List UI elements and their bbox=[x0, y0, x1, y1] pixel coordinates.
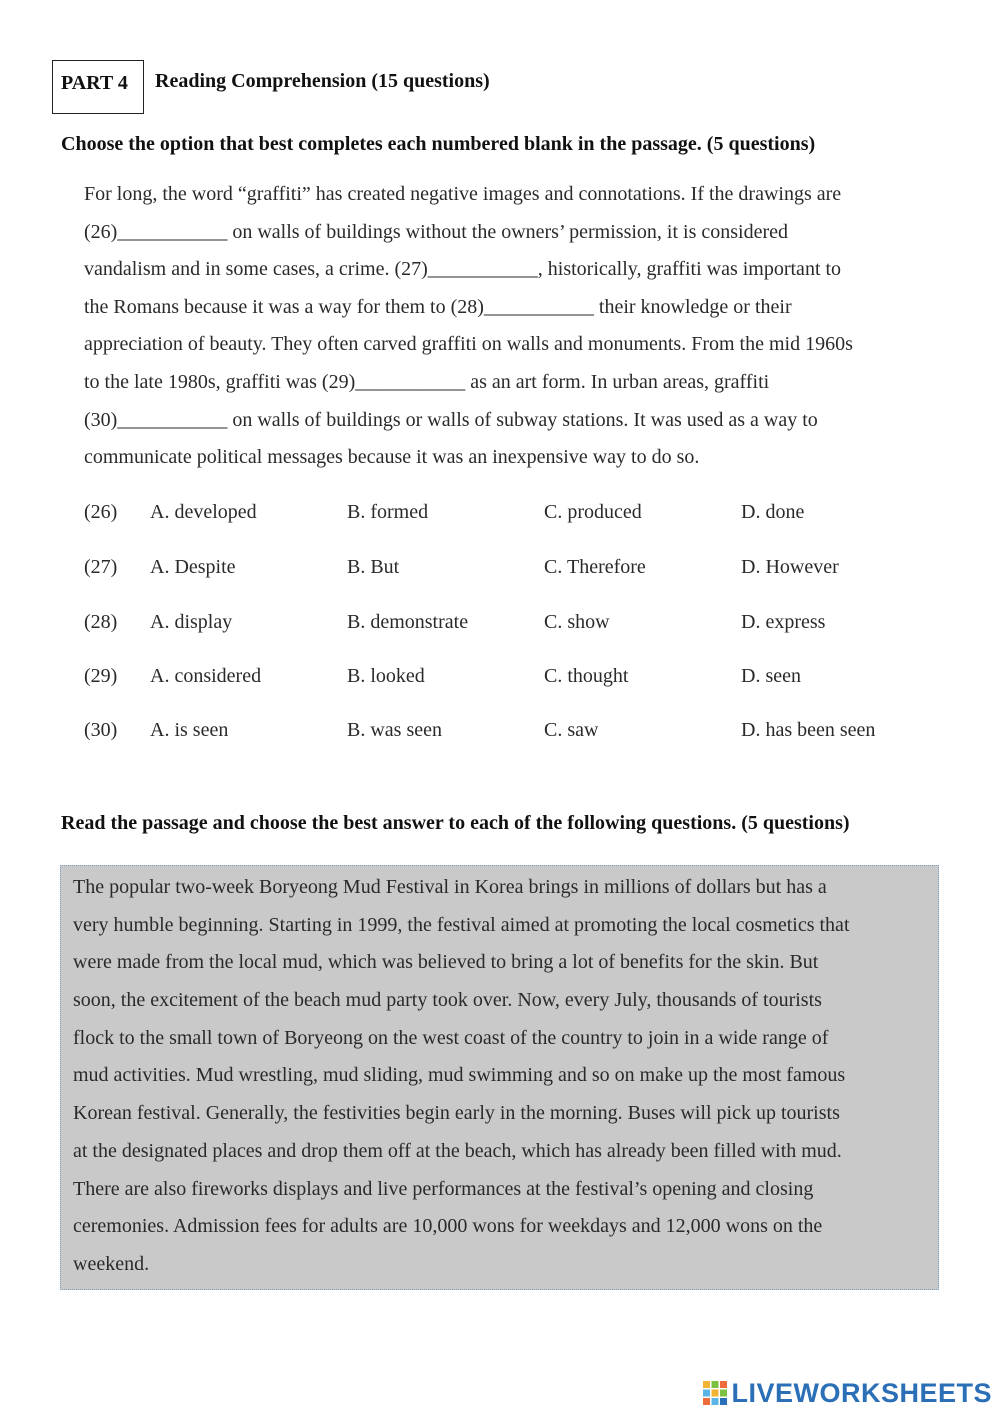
passage-line: the Romans because it was a way for them to (28)___________ their knowledge or their bbox=[84, 295, 792, 318]
passage-line: Korean festival. Generally, the festivities begin early in the morning. Buses will pick up tourists bbox=[73, 1102, 840, 1125]
option-c[interactable]: C. thought bbox=[544, 665, 629, 687]
passage-line: weekend. bbox=[73, 1252, 150, 1275]
passage-line: communicate political messages because it was an inexpensive way to do so. bbox=[84, 446, 700, 469]
option-c[interactable]: C. saw bbox=[544, 719, 599, 741]
liveworksheets-logo-icon bbox=[702, 1380, 728, 1406]
section2-instruction: Read the passage and choose the best answer to each of the following questions. (5 questions) bbox=[61, 812, 850, 834]
part-title: Reading Comprehension (15 questions) bbox=[155, 70, 490, 92]
passage-line: (26)___________ on walls of buildings without the owners’ permission, it is considered bbox=[84, 220, 788, 243]
passage-line: were made from the local mud, which was believed to bring a lot of benefits for the skin. But bbox=[73, 951, 819, 974]
option-b[interactable]: B. was seen bbox=[347, 719, 442, 741]
passage-line: For long, the word “graffiti” has created negative images and connotations. If the drawings are bbox=[84, 183, 842, 205]
passage-line: appreciation of beauty. They often carved graffiti on walls and monuments. From the mid 1960s bbox=[84, 333, 853, 356]
option-c[interactable]: C. show bbox=[544, 611, 610, 633]
passage-line: very humble beginning. Starting in 1999, the festival aimed at promoting the local cosmetics that bbox=[73, 913, 850, 936]
option-d[interactable]: D. express bbox=[741, 611, 826, 633]
part-label-box bbox=[52, 60, 144, 114]
mud-festival-passage bbox=[73, 869, 933, 1284]
passage-line: to the late 1980s, graffiti was (29)___________ as an art form. In urban areas, graffiti bbox=[84, 370, 770, 393]
passage-line: soon, the excitement of the beach mud party took over. Now, every July, thousands of tourists bbox=[73, 989, 822, 1012]
option-c[interactable]: C. produced bbox=[544, 501, 642, 523]
passage-line: There are also fireworks displays and live performances at the festival’s opening and closing bbox=[73, 1177, 814, 1200]
option-d[interactable]: D. seen bbox=[741, 665, 801, 687]
passage-line: flock to the small town of Boryeong on the west coast of the country to join in a wide range of bbox=[73, 1026, 829, 1049]
question-number: (29) bbox=[84, 665, 118, 687]
passage-line: ceremonies. Admission fees for adults are 10,000 wons for weekdays and 12,000 wons on the bbox=[73, 1215, 823, 1238]
option-c[interactable]: C. Therefore bbox=[544, 556, 646, 578]
passage-line: at the designated places and drop them off at the beach, which has already been filled with mud. bbox=[73, 1139, 842, 1162]
graffiti-passage bbox=[84, 176, 944, 477]
option-d[interactable]: D. done bbox=[741, 501, 805, 523]
option-b[interactable]: B. formed bbox=[347, 501, 429, 523]
passage-line: (30)___________ on walls of buildings or walls of subway stations. It was used as a way to bbox=[84, 408, 818, 431]
option-d[interactable]: D. However bbox=[741, 556, 839, 578]
option-b[interactable]: B. demonstrate bbox=[347, 611, 469, 633]
passage-line: The popular two-week Boryeong Mud Festival in Korea brings in millions of dollars but has a bbox=[73, 876, 827, 898]
section1-instruction: Choose the option that best completes each numbered blank in the passage. (5 questions) bbox=[61, 133, 816, 155]
option-b[interactable]: B. looked bbox=[347, 665, 425, 687]
passage-line: mud activities. Mud wrestling, mud sliding, mud swimming and so on make up the most famous bbox=[73, 1064, 846, 1087]
option-a[interactable]: A. considered bbox=[150, 665, 262, 687]
question-number: (28) bbox=[84, 611, 118, 633]
option-a[interactable]: A. is seen bbox=[150, 719, 229, 741]
question-number: (26) bbox=[84, 501, 118, 523]
option-a[interactable]: A. developed bbox=[150, 501, 257, 523]
passage-line: vandalism and in some cases, a crime. (27)___________, historically, graffiti was important to bbox=[84, 258, 842, 281]
liveworksheets-brand bbox=[702, 1376, 992, 1410]
option-a[interactable]: A. Despite bbox=[150, 556, 236, 578]
option-d[interactable]: D. has been seen bbox=[741, 719, 876, 741]
option-a[interactable]: A. display bbox=[150, 611, 233, 633]
liveworksheets-brand-text: LIVEWORKSHEETS bbox=[731, 1377, 992, 1408]
question-number: (30) bbox=[84, 719, 118, 741]
mud-festival-passage-box bbox=[60, 865, 939, 1290]
option-b[interactable]: B. But bbox=[347, 556, 400, 578]
question-number: (27) bbox=[84, 556, 118, 578]
part-label: PART 4 bbox=[61, 72, 128, 94]
